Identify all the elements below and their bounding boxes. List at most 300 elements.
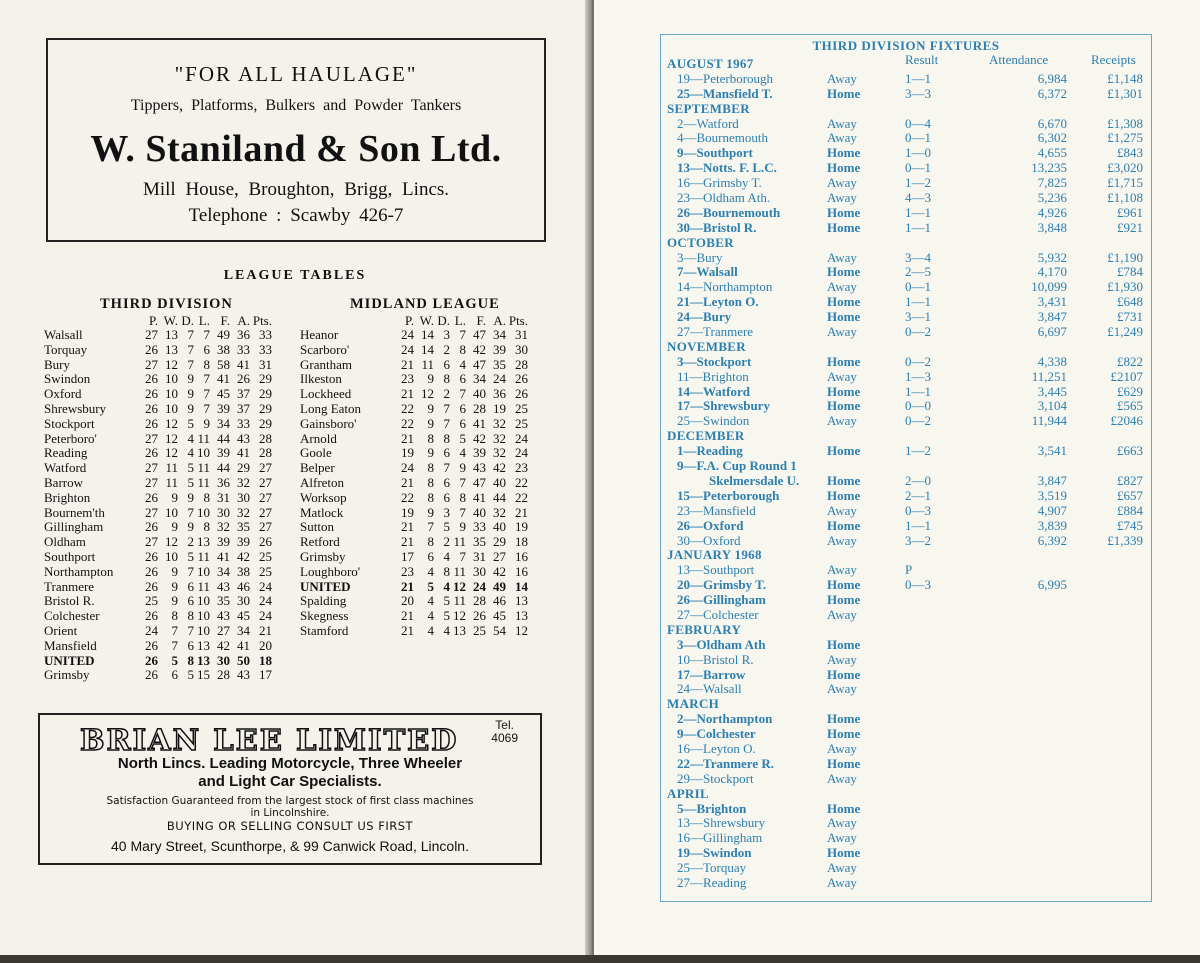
stat-cell: 6 bbox=[187, 578, 194, 594]
fixture-row bbox=[667, 191, 1147, 206]
fixture-row bbox=[667, 831, 1147, 846]
stat-cell: 4 bbox=[427, 593, 434, 609]
fixture-venue: Away bbox=[827, 740, 857, 756]
table-row bbox=[44, 609, 272, 624]
stat-cell: 10 bbox=[165, 548, 178, 564]
result-column-header: Result bbox=[905, 52, 939, 67]
fixture-opponent: 27—Colchester bbox=[677, 606, 759, 622]
fixture-result: 0—2 bbox=[905, 413, 931, 429]
stat-cell: 42 bbox=[493, 460, 506, 476]
stat-cell: 14 bbox=[515, 578, 528, 594]
stat-cell: 25 bbox=[515, 400, 528, 416]
stat-cell: 11 bbox=[453, 593, 466, 609]
fixture-receipts: £629 bbox=[1117, 383, 1143, 399]
stat-cell: 7 bbox=[187, 356, 194, 372]
fixture-row bbox=[667, 310, 1147, 325]
stat-cell: 9 bbox=[171, 578, 178, 594]
fixture-receipts: £1,308 bbox=[1107, 115, 1143, 131]
stat-cell: 33 bbox=[259, 341, 272, 357]
fixture-receipts: £648 bbox=[1117, 294, 1143, 310]
fixture-opponent: 25—Torquay bbox=[677, 860, 747, 876]
fixture-venue: Away bbox=[827, 70, 857, 86]
stat-cell: 7 bbox=[203, 400, 210, 416]
fixture-venue: Away bbox=[827, 190, 857, 206]
fixture-row bbox=[667, 251, 1147, 266]
stat-cell: 26 bbox=[145, 667, 158, 683]
stat-cell: 24 bbox=[145, 622, 158, 638]
stat-cell: 12 bbox=[453, 608, 466, 624]
fixture-row bbox=[667, 727, 1147, 742]
stat-cell: 41 bbox=[473, 489, 486, 505]
stat-cell: 25 bbox=[259, 563, 272, 579]
stat-cell: 10 bbox=[197, 593, 210, 609]
column-header: W. bbox=[419, 313, 434, 328]
stat-cell: 22 bbox=[515, 489, 528, 505]
stat-cell: 44 bbox=[217, 460, 230, 476]
stat-cell: 33 bbox=[237, 415, 250, 431]
stat-cell: 27 bbox=[259, 504, 272, 520]
fixture-venue: Home bbox=[827, 487, 861, 503]
stat-cell: 38 bbox=[217, 341, 230, 357]
stat-cell: 22 bbox=[401, 400, 414, 416]
stat-cell: 6 bbox=[427, 548, 434, 564]
stat-cell: 6 bbox=[459, 415, 466, 431]
fixture-receipts: £3,020 bbox=[1107, 160, 1143, 176]
fixtures-box bbox=[660, 34, 1152, 902]
team-name: Long Eaton bbox=[300, 400, 362, 416]
stat-cell: 26 bbox=[145, 489, 158, 505]
team-name: Mansfield bbox=[44, 637, 97, 653]
stat-cell: 7 bbox=[187, 563, 194, 579]
column-header: P. bbox=[148, 313, 158, 328]
fixture-attendance: 3,848 bbox=[1037, 219, 1067, 235]
stat-cell: 35 bbox=[493, 356, 506, 372]
fixture-receipts: £1,249 bbox=[1107, 324, 1143, 340]
fixture-venue: Home bbox=[827, 383, 861, 399]
fixture-result: P bbox=[905, 562, 913, 578]
fixture-result: 1—1 bbox=[905, 294, 931, 310]
team-name: UNITED bbox=[300, 578, 351, 594]
fixture-result: 1—0 bbox=[905, 145, 931, 161]
table-row bbox=[300, 624, 528, 639]
stat-cell: 30 bbox=[217, 652, 230, 668]
stat-cell: 33 bbox=[237, 341, 250, 357]
stat-cell: 8 bbox=[187, 608, 194, 624]
fixtures-list bbox=[667, 57, 1147, 891]
fixture-opponent: 3—Stockport bbox=[677, 353, 752, 369]
stat-cell: 6 bbox=[443, 356, 450, 372]
team-name: Southport bbox=[44, 548, 96, 564]
stat-cell: 26 bbox=[145, 548, 158, 564]
stat-cell: 36 bbox=[493, 386, 506, 402]
stat-cell: 9 bbox=[459, 460, 466, 476]
fixture-row bbox=[667, 653, 1147, 668]
fixture-attendance: 6,697 bbox=[1037, 324, 1067, 340]
table-row bbox=[300, 535, 528, 550]
fixture-venue: Home bbox=[827, 517, 861, 533]
fixture-opponent: 26—Gillingham bbox=[677, 592, 766, 608]
column-header: L. bbox=[454, 313, 466, 328]
fixture-venue: Home bbox=[827, 666, 861, 682]
brian-lee-telephone bbox=[491, 719, 518, 745]
stat-cell: 30 bbox=[473, 563, 486, 579]
stat-cell: 19 bbox=[493, 400, 506, 416]
table-row bbox=[44, 358, 272, 373]
fixture-opponent: 13—Southport bbox=[677, 562, 755, 578]
stat-cell: 7 bbox=[187, 341, 194, 357]
fixture-opponent: 24—Walsall bbox=[677, 681, 742, 697]
team-name: Oldham bbox=[44, 534, 86, 550]
month-heading: JANUARY 1968 bbox=[667, 547, 762, 563]
month-heading: FEBRUARY bbox=[667, 621, 742, 637]
fixture-attendance: 3,519 bbox=[1037, 487, 1067, 503]
fixture-result: 2—5 bbox=[905, 264, 931, 280]
fixture-opponent: 2—Watford bbox=[677, 115, 739, 131]
guarantee-line-2: in Lincolnshire. bbox=[250, 807, 330, 819]
fixture-result: 0—1 bbox=[905, 279, 931, 295]
fixture-attendance: 3,431 bbox=[1037, 294, 1067, 310]
fixture-result: 3—4 bbox=[905, 249, 931, 265]
fixture-venue: Home bbox=[827, 845, 861, 861]
stat-cell: 6 bbox=[187, 637, 194, 653]
fixture-venue: Away bbox=[827, 368, 857, 384]
stat-cell: 26 bbox=[515, 386, 528, 402]
fixture-row bbox=[667, 519, 1147, 534]
stat-cell: 14 bbox=[421, 341, 434, 357]
stat-cell: 3 bbox=[443, 327, 450, 342]
stat-cell: 21 bbox=[515, 504, 528, 520]
stat-cell: 27 bbox=[145, 356, 158, 372]
fixture-result: 0—1 bbox=[905, 130, 931, 146]
fixture-opponent: 27—Reading bbox=[677, 874, 747, 890]
midland-league-rows bbox=[300, 328, 528, 639]
haulage-phone: Telephone : Scawby 426-7 bbox=[188, 205, 404, 226]
stat-cell: 39 bbox=[217, 445, 230, 461]
left-page bbox=[0, 0, 590, 963]
stat-cell: 22 bbox=[515, 474, 528, 490]
stat-cell: 23 bbox=[401, 371, 414, 387]
stat-cell: 33 bbox=[259, 327, 272, 342]
team-name: Oxford bbox=[44, 386, 82, 402]
fixture-venue: Home bbox=[827, 711, 861, 727]
stat-cell: 18 bbox=[259, 652, 272, 668]
stat-cell: 35 bbox=[237, 519, 250, 535]
stat-cell: 34 bbox=[217, 415, 230, 431]
stat-cell: 17 bbox=[259, 667, 272, 683]
stat-cell: 26 bbox=[145, 519, 158, 535]
stat-cell: 8 bbox=[459, 489, 466, 505]
stat-cell: 12 bbox=[165, 445, 178, 461]
stat-cell: 32 bbox=[493, 415, 506, 431]
third-division-heading: THIRD DIVISION bbox=[100, 296, 233, 312]
column-header: A. bbox=[237, 313, 250, 328]
stat-cell: 10 bbox=[197, 504, 210, 520]
fixture-receipts: £827 bbox=[1117, 472, 1143, 488]
fixture-venue: Home bbox=[827, 755, 861, 771]
stat-cell: 11 bbox=[453, 534, 466, 550]
stat-cell: 32 bbox=[237, 504, 250, 520]
stat-cell: 13 bbox=[165, 327, 178, 342]
fixture-result: 3—2 bbox=[905, 532, 931, 548]
fixture-opponent: 19—Peterborough bbox=[677, 70, 774, 86]
month-heading: SEPTEMBER bbox=[667, 100, 750, 116]
stat-cell: 4 bbox=[459, 356, 466, 372]
stat-cell: 58 bbox=[217, 356, 230, 372]
table-row bbox=[44, 535, 272, 550]
table-row bbox=[300, 476, 528, 491]
team-name: Stockport bbox=[44, 415, 95, 431]
month-heading: AUGUST 1967 bbox=[667, 56, 754, 71]
stat-cell: 25 bbox=[515, 415, 528, 431]
team-name: Skegness bbox=[300, 608, 349, 624]
table-row bbox=[44, 432, 272, 447]
fixture-venue: Home bbox=[827, 219, 861, 235]
fixture-row bbox=[667, 534, 1147, 549]
stat-cell: 35 bbox=[217, 593, 230, 609]
stat-cell: 8 bbox=[427, 474, 434, 490]
fixture-row bbox=[667, 370, 1147, 385]
third-division-table bbox=[44, 296, 272, 683]
stat-cell: 7 bbox=[459, 548, 466, 564]
stat-cell: 12 bbox=[453, 578, 466, 594]
fixture-venue: Away bbox=[827, 115, 857, 131]
stat-cell: 7 bbox=[443, 460, 450, 476]
fixture-attendance: 5,932 bbox=[1037, 249, 1067, 265]
stat-cell: 47 bbox=[473, 474, 486, 490]
stat-cell: 30 bbox=[515, 341, 528, 357]
fixture-opponent: 11—Brighton bbox=[677, 368, 749, 384]
team-name: Grimsby bbox=[44, 667, 90, 683]
fixture-venue: Home bbox=[827, 443, 861, 459]
stat-cell: 13 bbox=[197, 652, 210, 668]
stat-cell: 6 bbox=[171, 667, 178, 683]
fixture-row bbox=[667, 638, 1147, 653]
stat-cell: 24 bbox=[401, 460, 414, 476]
stat-cell: 43 bbox=[217, 608, 230, 624]
fixture-receipts: £2107 bbox=[1110, 368, 1143, 384]
table-row bbox=[300, 550, 528, 565]
stat-cell: 45 bbox=[237, 608, 250, 624]
stat-cell: 8 bbox=[443, 371, 450, 387]
table-row bbox=[44, 328, 272, 343]
fixture-row bbox=[667, 176, 1147, 191]
stat-cell: 24 bbox=[259, 608, 272, 624]
fixture-attendance: 13,235 bbox=[1031, 160, 1067, 176]
fixture-row bbox=[667, 325, 1147, 340]
stat-cell: 8 bbox=[187, 652, 194, 668]
stat-cell: 41 bbox=[237, 356, 250, 372]
stat-cell: 2 bbox=[443, 534, 450, 550]
team-name: UNITED bbox=[44, 652, 95, 668]
fixture-venue: Away bbox=[827, 324, 857, 340]
fixture-row bbox=[667, 772, 1147, 787]
fixture-result: 1—2 bbox=[905, 443, 931, 459]
fixture-row bbox=[667, 816, 1147, 831]
stat-cell: 22 bbox=[401, 489, 414, 505]
stat-cell: 40 bbox=[473, 386, 486, 402]
column-header: Pts. bbox=[252, 313, 272, 328]
stat-cell: 43 bbox=[237, 430, 250, 446]
stat-cell: 37 bbox=[237, 400, 250, 416]
fixture-receipts: £745 bbox=[1117, 517, 1143, 533]
brian-lee-brand: BRIAN LEE LIMITED bbox=[80, 723, 459, 757]
column-header: A. bbox=[493, 313, 506, 328]
stat-cell: 32 bbox=[217, 519, 230, 535]
team-name: Northampton bbox=[44, 563, 114, 579]
stat-cell: 9 bbox=[427, 415, 434, 431]
stat-cell: 28 bbox=[217, 667, 230, 683]
fixture-opponent: 16—Leyton O. bbox=[677, 740, 756, 756]
fixture-venue: Home bbox=[827, 264, 861, 280]
stat-cell: 31 bbox=[473, 548, 486, 564]
table-row bbox=[44, 476, 272, 491]
haulage-slogan: "FOR ALL HAULAGE" bbox=[174, 62, 418, 86]
stat-cell: 27 bbox=[259, 489, 272, 505]
stat-cell: 10 bbox=[197, 563, 210, 579]
fixture-venue: Away bbox=[827, 562, 857, 578]
stat-cell: 32 bbox=[493, 504, 506, 520]
table-row bbox=[300, 372, 528, 387]
table-row bbox=[300, 520, 528, 535]
stat-cell: 12 bbox=[165, 415, 178, 431]
stat-cell: 34 bbox=[473, 371, 486, 387]
stat-cell: 4 bbox=[459, 445, 466, 461]
stat-cell: 5 bbox=[443, 519, 450, 535]
fixture-opponent: 17—Shrewsbury bbox=[677, 398, 770, 414]
stat-cell: 5 bbox=[171, 652, 178, 668]
fixture-venue: Away bbox=[827, 651, 857, 667]
stat-cell: 26 bbox=[145, 386, 158, 402]
team-name: Heanor bbox=[300, 327, 339, 342]
team-name: Belper bbox=[300, 460, 335, 476]
stat-cell: 20 bbox=[259, 637, 272, 653]
midland-league-heading: MIDLAND LEAGUE bbox=[350, 296, 500, 312]
fixture-venue: Away bbox=[827, 830, 857, 846]
fixture-receipts: £961 bbox=[1117, 204, 1143, 220]
stat-cell: 39 bbox=[237, 534, 250, 550]
fixture-row bbox=[667, 414, 1147, 429]
stat-cell: 39 bbox=[217, 400, 230, 416]
stat-cell: 26 bbox=[473, 608, 486, 624]
stat-cell: 9 bbox=[427, 504, 434, 520]
fixture-result: 1—1 bbox=[905, 204, 931, 220]
stat-cell: 49 bbox=[217, 327, 230, 342]
fixture-opponent: 13—Notts. F. L.C. bbox=[677, 160, 777, 176]
fixture-opponent: 25—Swindon bbox=[677, 413, 750, 429]
fixture-row bbox=[667, 563, 1147, 578]
stat-cell: 9 bbox=[459, 519, 466, 535]
fixture-result: 0—2 bbox=[905, 324, 931, 340]
fixture-result: 0—1 bbox=[905, 160, 931, 176]
stat-cell: 9 bbox=[187, 386, 194, 402]
fixture-opponent: 26—Bournemouth bbox=[677, 204, 781, 220]
brian-lee-buying-line: BUYING OR SELLING CONSULT US FIRST bbox=[166, 819, 414, 833]
stat-cell: 24 bbox=[493, 371, 506, 387]
fixture-attendance: 4,926 bbox=[1037, 204, 1067, 220]
fixture-attendance: 6,670 bbox=[1037, 115, 1067, 131]
fixture-receipts: £822 bbox=[1117, 353, 1143, 369]
stat-cell: 8 bbox=[203, 519, 210, 535]
stat-cell: 13 bbox=[165, 341, 178, 357]
fixture-row bbox=[667, 682, 1147, 697]
fixture-result: 1—1 bbox=[905, 383, 931, 399]
league-tables-title: LEAGUE TABLES bbox=[223, 268, 367, 283]
stat-cell: 4 bbox=[427, 563, 434, 579]
stat-cell: 12 bbox=[515, 622, 528, 638]
column-header: P. bbox=[404, 313, 414, 328]
fixture-attendance: 6,995 bbox=[1037, 577, 1067, 593]
column-header: Pts. bbox=[508, 313, 528, 328]
team-name: Scarboro' bbox=[300, 341, 350, 357]
fixture-row bbox=[667, 608, 1147, 623]
fixture-opponent: 20—Grimsby T. bbox=[677, 577, 767, 593]
month-heading: APRIL bbox=[667, 785, 709, 801]
fixture-attendance: 11,251 bbox=[1031, 368, 1067, 384]
stat-cell: 19 bbox=[401, 504, 414, 520]
stat-cell: 15 bbox=[197, 667, 210, 683]
fixture-row bbox=[667, 504, 1147, 519]
stat-cell: 41 bbox=[237, 637, 250, 653]
stat-cell: 14 bbox=[421, 327, 434, 342]
stat-cell: 4 bbox=[187, 445, 194, 461]
fixture-attendance: 6,302 bbox=[1037, 130, 1067, 146]
fixture-result: 0—2 bbox=[905, 353, 931, 369]
fixture-opponent: 30—Oxford bbox=[677, 532, 741, 548]
team-name: Arnold bbox=[300, 430, 337, 446]
stat-cell: 2 bbox=[443, 341, 450, 357]
fixture-row bbox=[667, 578, 1147, 593]
team-name: Orient bbox=[44, 622, 78, 638]
stat-cell: 43 bbox=[237, 667, 250, 683]
stat-cell: 11 bbox=[165, 460, 178, 476]
stat-cell: 12 bbox=[165, 430, 178, 446]
stat-cell: 34 bbox=[237, 622, 250, 638]
column-header: L. bbox=[198, 313, 210, 328]
stat-cell: 12 bbox=[165, 534, 178, 550]
fixture-attendance: 3,541 bbox=[1037, 443, 1067, 459]
team-name: Torquay bbox=[44, 341, 88, 357]
stat-cell: 9 bbox=[187, 489, 194, 505]
fixture-row bbox=[667, 742, 1147, 757]
stat-cell: 35 bbox=[473, 534, 486, 550]
column-header: W. bbox=[163, 313, 178, 328]
stat-cell: 5 bbox=[459, 430, 466, 446]
fixture-opponent: 5—Brighton bbox=[677, 800, 747, 816]
brian-lee-address: 40 Mary Street, Scunthorpe, & 99 Canwick Road, Lincoln. bbox=[111, 838, 469, 854]
stat-cell: 32 bbox=[237, 474, 250, 490]
fixture-opponent: 29—Stockport bbox=[677, 770, 754, 786]
stat-cell: 26 bbox=[515, 371, 528, 387]
stat-cell: 47 bbox=[473, 356, 486, 372]
stat-cell: 29 bbox=[493, 534, 506, 550]
table-row bbox=[44, 565, 272, 580]
stat-cell: 46 bbox=[493, 593, 506, 609]
fixture-receipts: £1,275 bbox=[1107, 130, 1143, 146]
stat-cell: 6 bbox=[459, 371, 466, 387]
month-heading: MARCH bbox=[667, 696, 720, 712]
column-header: F. bbox=[220, 313, 230, 328]
stat-cell: 7 bbox=[459, 474, 466, 490]
stat-cell: 29 bbox=[259, 400, 272, 416]
stat-cell: 27 bbox=[259, 474, 272, 490]
stat-cell: 31 bbox=[515, 327, 528, 342]
stat-cell: 39 bbox=[217, 534, 230, 550]
stat-cell: 18 bbox=[515, 534, 528, 550]
fixture-row bbox=[667, 221, 1147, 236]
stat-cell: 32 bbox=[493, 430, 506, 446]
stat-cell: 27 bbox=[259, 460, 272, 476]
stat-cell: 39 bbox=[473, 445, 486, 461]
